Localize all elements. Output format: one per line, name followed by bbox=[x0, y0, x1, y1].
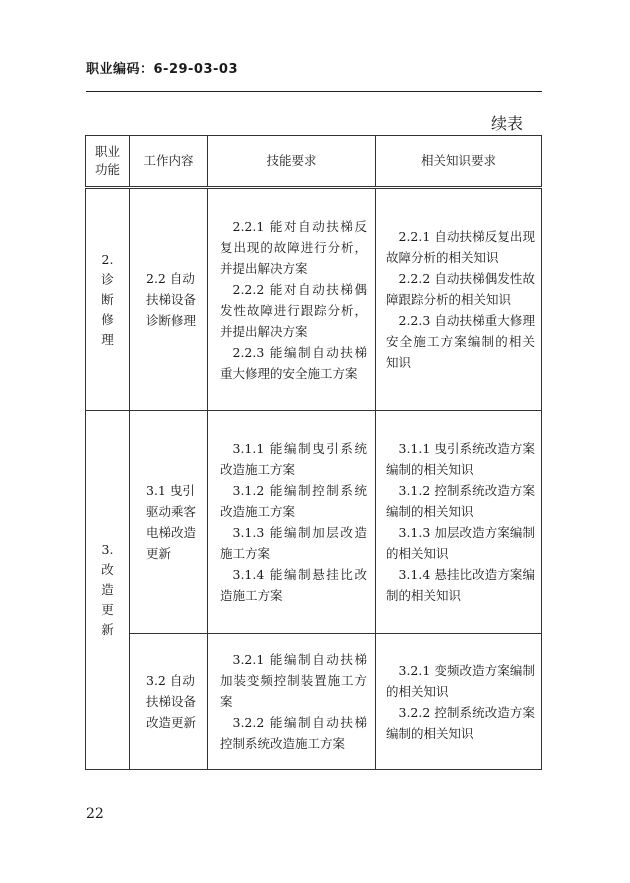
work-content-text: 3.2 自动扶梯设备改造更新 bbox=[146, 673, 197, 730]
page-number: 22 bbox=[86, 806, 104, 822]
skill-item: 2.2.1 能对自动扶梯反复出现的故障进行分析，并提出解决方案 bbox=[220, 218, 367, 276]
knowledge-item: 3.1.4 悬挂比改造方案编制的相关知识 bbox=[386, 567, 535, 603]
work-content-cell bbox=[130, 634, 208, 770]
knowledge-cell bbox=[376, 188, 542, 411]
function-char: 新 bbox=[101, 622, 114, 637]
column-header-function-line1: 职业 bbox=[94, 144, 120, 159]
function-cell-diagnosis bbox=[86, 188, 130, 411]
table-row-3-2 bbox=[86, 634, 542, 770]
skill-item: 3.1.2 能编制控制系统改造施工方案 bbox=[220, 483, 367, 519]
skill-cell bbox=[208, 634, 376, 770]
function-char: 造 bbox=[101, 582, 114, 597]
skill-item: 3.2.2 能编制自动扶梯控制系统改造施工方案 bbox=[220, 715, 367, 751]
work-content-text: 3.1 曳引驱动乘客电梯改造更新 bbox=[146, 483, 197, 561]
function-char: 更 bbox=[101, 602, 114, 617]
skill-item: 3.2.1 能编制自动扶梯加装变频控制装置施工方案 bbox=[220, 652, 367, 709]
knowledge-item: 3.1.3 加层改造方案编制的相关知识 bbox=[386, 525, 535, 561]
knowledge-item: 3.2.1 变频改造方案编制的相关知识 bbox=[386, 662, 535, 699]
header-rule bbox=[86, 91, 542, 92]
function-number: 3. bbox=[101, 542, 114, 557]
knowledge-item: 3.1.1 曳引系统改造方案编制的相关知识 bbox=[386, 441, 535, 477]
function-char: 理 bbox=[101, 331, 114, 347]
knowledge-item: 2.2.2 自动扶梯偶发性故障跟踪分析的相关知识 bbox=[386, 271, 535, 307]
skill-item: 3.1.3 能编制加层改造施工方案 bbox=[220, 525, 367, 561]
skill-item: 3.1.4 能编制悬挂比改造施工方案 bbox=[220, 567, 367, 603]
knowledge-item: 2.2.3 自动扶梯重大修理安全施工方案编制的相关知识 bbox=[386, 313, 535, 370]
function-char: 诊 bbox=[101, 271, 114, 287]
function-cell-renovation bbox=[86, 411, 130, 770]
function-char: 断 bbox=[101, 291, 114, 307]
work-content-cell bbox=[130, 188, 208, 411]
knowledge-item: 2.2.1 自动扶梯反复出现故障分析的相关知识 bbox=[386, 229, 535, 265]
continued-label: 续表 bbox=[491, 114, 524, 133]
skill-item: 3.1.1 能编制曳引系统改造施工方案 bbox=[220, 441, 367, 477]
column-header-knowledge: 相关知识要求 bbox=[376, 136, 542, 188]
skills-table bbox=[85, 135, 542, 770]
function-number: 2. bbox=[101, 251, 114, 267]
skill-cell bbox=[208, 188, 376, 411]
knowledge-item: 3.1.2 控制系统改造方案编制的相关知识 bbox=[386, 483, 535, 519]
knowledge-cell bbox=[376, 411, 542, 634]
column-header-work: 工作内容 bbox=[130, 136, 208, 188]
work-content-cell bbox=[130, 411, 208, 634]
table-row-3-1 bbox=[86, 411, 542, 634]
function-char: 改 bbox=[101, 562, 114, 577]
column-header-skill: 技能要求 bbox=[208, 136, 376, 188]
function-char: 修 bbox=[101, 311, 114, 327]
skill-item: 2.2.2 能对自动扶梯偶发性故障进行跟踪分析，并提出解决方案 bbox=[220, 281, 367, 339]
table-header-row bbox=[86, 136, 542, 188]
column-header-function-line2: 功能 bbox=[94, 162, 120, 177]
column-header-function bbox=[86, 136, 130, 188]
occupation-code: 职业编码：6-29-03-03 bbox=[86, 62, 239, 77]
table-row-2-2 bbox=[86, 188, 542, 411]
knowledge-item: 3.2.2 控制系统改造方案编制的相关知识 bbox=[386, 704, 535, 741]
knowledge-cell bbox=[376, 634, 542, 770]
skill-item: 2.2.3 能编制自动扶梯重大修理的安全施工方案 bbox=[220, 344, 367, 381]
skill-cell bbox=[208, 411, 376, 634]
work-content-text: 2.2 自动扶梯设备诊断修理 bbox=[146, 271, 197, 328]
